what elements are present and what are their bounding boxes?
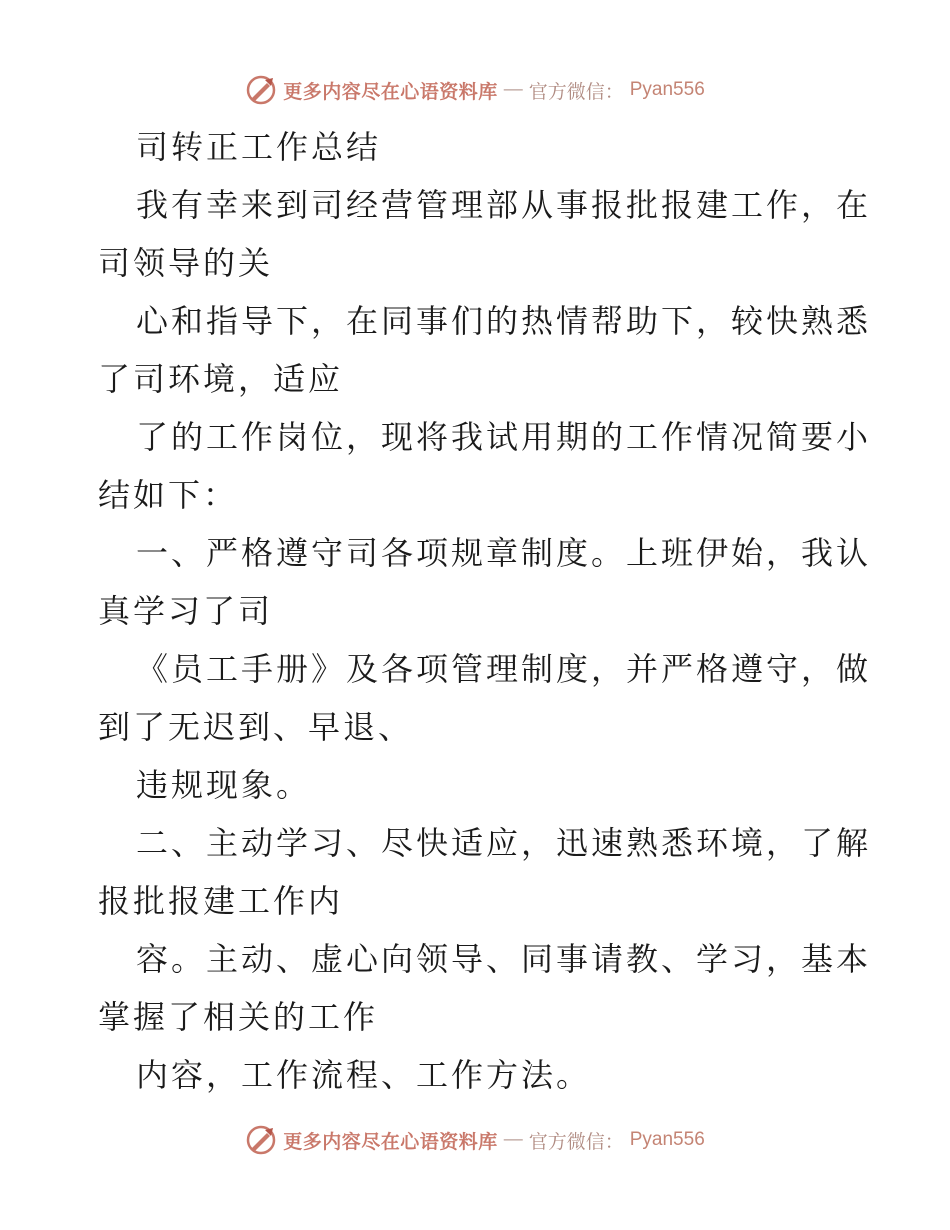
quill-logo-icon [245,74,277,106]
header-watermark-banner [0,70,950,110]
text-line: 司领导的关 [98,244,274,282]
text-line: 内容，工作流程、工作方法。 [136,1056,592,1094]
banner-separator: — [503,79,523,100]
text-line: 到了无迟到、早退、 [98,708,414,746]
text-line: 了的工作岗位，现将我试用期的工作情况简要小 [136,418,872,456]
text-line: 掌握了相关的工作 [98,998,379,1036]
text-line: 报批报建工作内 [98,882,344,920]
banner-brand-text: 更多内容尽在心语资料库 [283,80,498,103]
banner-contact-label: 官方微信： [528,1130,624,1153]
banner-separator: — [503,1129,523,1150]
text-line: 《员工手册》及各项管理制度，并严格遵守，做 [136,650,872,688]
text-line: 心和指导下，在同事们的热情帮助下，较快熟悉 [136,302,872,340]
text-line: 真学习了司 [98,592,274,630]
text-line: 司转正工作总结 [136,128,382,166]
banner-brand-text: 更多内容尽在心语资料库 [283,1130,498,1153]
text-line: 结如下： [98,476,239,514]
quill-logo-icon [245,1124,277,1156]
banner-contact-label: 官方微信： [528,80,624,103]
text-line: 一、严格遵守司各项规章制度。上班伊始，我认 [136,534,872,572]
text-line: 了司环境，适应 [98,360,344,398]
document-body [98,118,872,1104]
text-line: 二、主动学习、尽快适应，迅速熟悉环境，了解 [136,824,872,862]
footer-watermark-banner [0,1120,950,1160]
banner-wechat-id: Pyan556 [629,1129,705,1150]
text-line: 容。主动、虚心向领导、同事请教、学习，基本 [136,940,872,978]
text-line: 我有幸来到司经营管理部从事报批报建工作，在 [136,186,872,224]
banner-wechat-id: Pyan556 [629,79,705,100]
text-line: 违规现象。 [136,766,312,804]
